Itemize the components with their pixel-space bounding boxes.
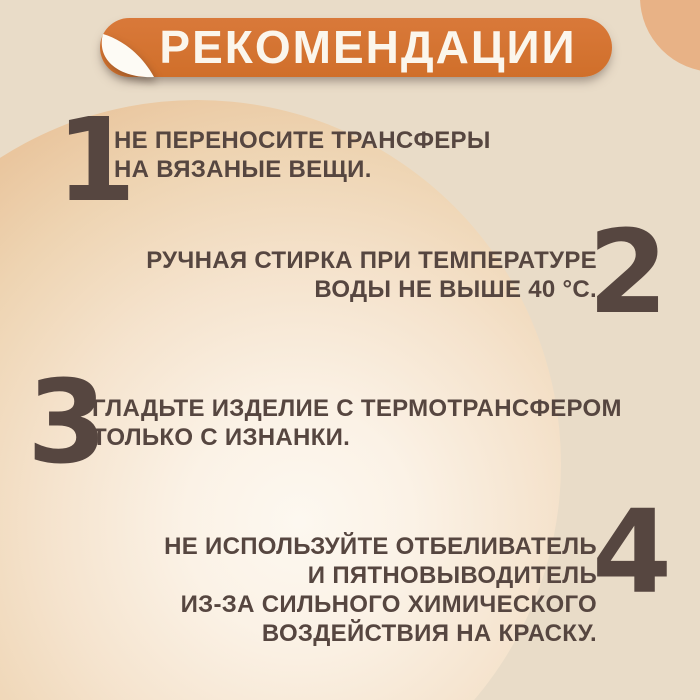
- item-1-line-2: НА ВЯЗАНЫЕ ВЕЩИ.: [114, 156, 372, 183]
- item-number-1: 1: [56, 94, 137, 228]
- background-circle-top-right: [640, 0, 700, 72]
- ribbon-page-curl-icon: [101, 33, 155, 79]
- item-2-line-1: РУЧНАЯ СТИРКА ПРИ ТЕМПЕРАТУРЕ: [146, 247, 597, 274]
- item-4-line-2: И ПЯТНОВЫВОДИТЕЛЬ: [307, 562, 597, 589]
- item-text-4: [164, 532, 597, 648]
- item-4-line-1: НЕ ИСПОЛЬЗУЙТЕ ОТБЕЛИВАТЕЛЬ: [164, 533, 597, 560]
- item-number-4: 4: [591, 486, 672, 620]
- item-text-1: [114, 126, 491, 184]
- item-3-line-1: ГЛАДЬТЕ ИЗДЕЛИЕ С ТЕРМОТРАНСФЕРОМ: [92, 395, 622, 422]
- title-banner: [100, 18, 612, 77]
- item-2-line-2: ВОДЫ НЕ ВЫШЕ 40 °С.: [314, 276, 597, 303]
- item-4-line-3: ИЗ-ЗА СИЛЬНОГО ХИМИЧЕСКОГО: [180, 591, 597, 618]
- item-text-3: [92, 394, 622, 452]
- item-4-line-4: ВОЗДЕЙСТВИЯ НА КРАСКУ.: [261, 620, 597, 647]
- page-title: РЕКОМЕНДАЦИИ: [159, 20, 577, 73]
- item-number-2: 2: [587, 206, 668, 340]
- item-number-3: 3: [27, 356, 108, 490]
- item-3-line-2: ТОЛЬКО С ИЗНАНКИ.: [92, 424, 351, 451]
- item-1-line-1: НЕ ПЕРЕНОСИТЕ ТРАНСФЕРЫ: [114, 127, 491, 154]
- item-text-2: [146, 246, 597, 304]
